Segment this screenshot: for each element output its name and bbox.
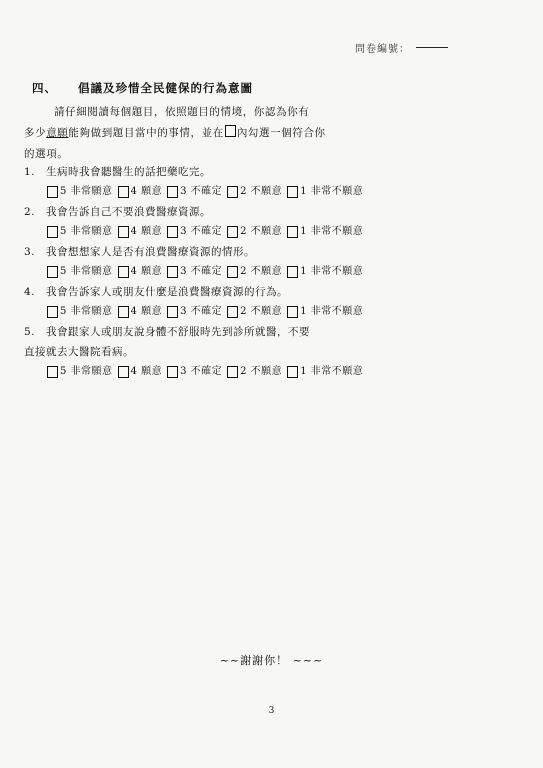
answer-options: [24, 362, 529, 382]
question-line: [24, 202, 529, 222]
answer-option[interactable]: [226, 302, 282, 322]
questionnaire-id-label: 問卷編號：: [355, 44, 410, 55]
thank-you-note: ~~謝謝你！ ~~~: [219, 654, 324, 667]
answer-checkbox[interactable]: [227, 266, 238, 278]
question-item: [24, 322, 529, 382]
answer-checkbox[interactable]: [287, 366, 298, 378]
answer-option-label: 5 非常願意: [60, 366, 113, 377]
page-number: 3: [268, 706, 275, 716]
question-line: [24, 162, 529, 182]
answer-option-label: 3 不確定: [180, 306, 223, 317]
willingness-underlined: 意願: [46, 127, 69, 139]
answer-option[interactable]: [286, 362, 363, 382]
section-number: 四、: [32, 81, 57, 95]
question-list: [24, 162, 529, 382]
answer-checkbox[interactable]: [167, 306, 178, 318]
answer-option-label: 3 不確定: [180, 266, 223, 277]
answer-checkbox[interactable]: [167, 366, 178, 378]
answer-option-label: 4 願意: [130, 186, 163, 197]
answer-options: [24, 222, 529, 242]
answer-option[interactable]: [117, 222, 163, 242]
answer-option[interactable]: [226, 362, 282, 382]
answer-option[interactable]: [117, 362, 163, 382]
answer-option-label: 1 非常不願意: [300, 266, 364, 277]
answer-option-label: 3 不確定: [180, 226, 223, 237]
question-item: [24, 202, 529, 242]
answer-option-label: 2 不願意: [240, 306, 283, 317]
answer-option-label: 4 願意: [130, 226, 163, 237]
answer-checkbox[interactable]: [227, 186, 238, 198]
answer-option-label: 2 不願意: [240, 186, 283, 197]
answer-option-label: 5 非常願意: [60, 226, 113, 237]
answer-option[interactable]: [226, 262, 282, 282]
answer-option-label: 1 非常不願意: [300, 306, 364, 317]
answer-option[interactable]: [286, 222, 363, 242]
answer-checkbox[interactable]: [47, 186, 58, 198]
question-line: [24, 242, 529, 262]
instructions-line-1: 請仔細閱讀每個題目，依照題目的情境，你認為你有: [54, 106, 310, 118]
question-number: 2.: [24, 206, 36, 218]
answer-option[interactable]: [46, 182, 113, 202]
question-line: [24, 282, 529, 302]
answer-checkbox[interactable]: [227, 306, 238, 318]
answer-options: [24, 182, 529, 202]
questionnaire-id-stamp: [355, 40, 448, 55]
checkbox-sample-icon: [225, 125, 236, 137]
answer-option-label: 4 願意: [130, 306, 163, 317]
answer-option[interactable]: [226, 222, 282, 242]
answer-option[interactable]: [286, 302, 363, 322]
answer-option-label: 5 非常願意: [60, 266, 113, 277]
answer-option[interactable]: [166, 182, 222, 202]
answer-checkbox[interactable]: [118, 306, 129, 318]
question-item: [24, 242, 529, 282]
instructions-line-2: 多少意願能夠做到題目當中的事情，並在 內勾選一個符合你: [24, 127, 326, 139]
answer-checkbox[interactable]: [167, 226, 178, 238]
question-number: 5.: [24, 326, 36, 338]
answer-option[interactable]: [166, 302, 222, 322]
question-text: 我會告訴家人或朋友什麼是浪費醫療資源的行為。: [46, 286, 288, 298]
answer-option[interactable]: [117, 262, 163, 282]
answer-option[interactable]: [226, 182, 282, 202]
answer-option[interactable]: [46, 262, 113, 282]
answer-option-label: 4 願意: [130, 366, 163, 377]
question-number: 4.: [24, 286, 36, 298]
answer-option-label: 1 非常不願意: [300, 186, 364, 197]
answer-checkbox[interactable]: [167, 266, 178, 278]
question-number: 3.: [24, 246, 36, 258]
question-text: 我會告訴自己不要浪費醫療資源。: [46, 206, 211, 218]
answer-option-label: 5 非常願意: [60, 306, 113, 317]
answer-option[interactable]: [46, 362, 113, 382]
answer-option[interactable]: [166, 362, 222, 382]
answer-checkbox[interactable]: [47, 266, 58, 278]
answer-option-label: 1 非常不願意: [300, 366, 364, 377]
question-text: 生病時我會聽醫生的話把藥吃完。: [46, 166, 211, 178]
question-line: [24, 322, 529, 342]
section-title: 倡議及珍惜全民健保的行為意圖: [78, 81, 254, 95]
question-item: [24, 282, 529, 322]
question-text: 我會跟家人或朋友說身體不舒服時先到診所就醫，不要: [46, 326, 310, 338]
question-number: 1.: [24, 166, 36, 178]
section-heading: [32, 80, 253, 96]
answer-checkbox[interactable]: [118, 366, 129, 378]
answer-checkbox[interactable]: [47, 366, 58, 378]
answer-option-label: 2 不願意: [240, 366, 283, 377]
answer-option-label: 1 非常不願意: [300, 226, 364, 237]
answer-option-label: 2 不願意: [240, 226, 283, 237]
instructions-line-3: 的選項。: [24, 148, 69, 160]
answer-option[interactable]: [286, 182, 363, 202]
answer-option[interactable]: [166, 262, 222, 282]
answer-options: [24, 262, 529, 282]
answer-checkbox[interactable]: [227, 366, 238, 378]
answer-checkbox[interactable]: [167, 186, 178, 198]
answer-checkbox[interactable]: [47, 226, 58, 238]
answer-option-label: 2 不願意: [240, 266, 283, 277]
answer-checkbox[interactable]: [287, 226, 298, 238]
answer-checkbox[interactable]: [118, 266, 129, 278]
answer-checkbox[interactable]: [47, 306, 58, 318]
answer-option-label: 3 不確定: [180, 366, 223, 377]
answer-options: [24, 302, 529, 322]
answer-option[interactable]: [286, 262, 363, 282]
answer-option-label: 3 不確定: [180, 186, 223, 197]
answer-checkbox[interactable]: [227, 226, 238, 238]
answer-option-label: 5 非常願意: [60, 186, 113, 197]
answer-option-label: 4 願意: [130, 266, 163, 277]
question-text-continued: 直接就去大醫院看病。: [24, 346, 134, 358]
answer-option[interactable]: [117, 302, 163, 322]
question-text: 我會想想家人是否有浪費醫療資源的情形。: [46, 246, 255, 258]
answer-checkbox[interactable]: [118, 186, 129, 198]
answer-checkbox[interactable]: [287, 306, 298, 318]
answer-option[interactable]: [166, 222, 222, 242]
answer-option[interactable]: [46, 302, 113, 322]
answer-option[interactable]: [117, 182, 163, 202]
question-item: [24, 162, 529, 202]
answer-checkbox[interactable]: [118, 226, 129, 238]
answer-checkbox[interactable]: [287, 186, 298, 198]
answer-checkbox[interactable]: [287, 266, 298, 278]
questionnaire-id-field: [416, 47, 448, 48]
instructions: [24, 102, 524, 165]
answer-option[interactable]: [46, 222, 113, 242]
